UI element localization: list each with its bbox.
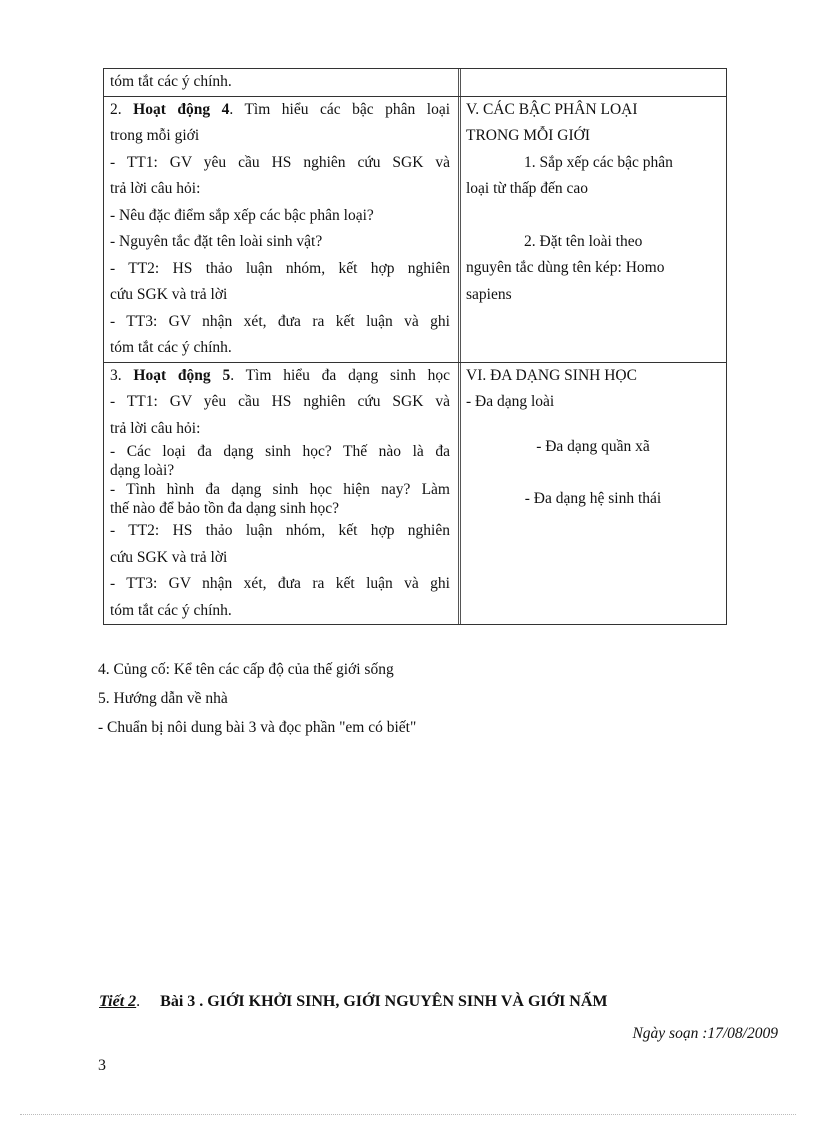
lesson-title: Bài 3 . GIỚI KHỞI SINH, GIỚI NGUYÊN SINH VÀ GIỚI NẤM: [160, 993, 608, 1010]
text-line: nguyên tắc dùng tên kép: Homo: [466, 259, 665, 276]
activity-title: Hoạt động 4: [133, 100, 230, 118]
text-line: tóm tắt các ý chính.: [110, 73, 232, 90]
text-line: trả lời câu hỏi:: [110, 419, 201, 437]
section-heading: VI. ĐA DẠNG SINH HỌC: [466, 366, 637, 384]
text-line: - Đa dạng quần xã: [536, 437, 650, 455]
activity-heading: [110, 363, 450, 390]
activity-number: 2.: [110, 100, 134, 118]
text-line: - Đa dạng loài: [466, 393, 555, 410]
closing-notes: [98, 655, 738, 742]
text-line: loại từ thấp đến cao: [466, 180, 589, 197]
text-line: - Nguyên tắc đặt tên loài sinh vật?: [110, 233, 323, 250]
text-line: sapiens: [466, 285, 512, 303]
text-line: dạng loài?: [110, 462, 175, 479]
lesson-heading: [99, 993, 779, 1011]
activity-title-rest: . Tìm hiểu đa dạng sinh học: [230, 366, 451, 384]
text-line: tóm tắt các ý chính.: [110, 601, 232, 619]
text-line: thế nào để bảo tồn đa dạng sinh học?: [110, 500, 339, 517]
text-line: cứu SGK và trả lời: [110, 286, 228, 303]
lesson-table: [103, 68, 727, 625]
text-line: 2. Đặt tên loài theo: [524, 232, 643, 250]
text-line: cứu SGK và trả lời: [110, 548, 228, 566]
table-cell-activities: [104, 363, 461, 625]
activity-title-rest: . Tìm hiểu các bậc phân loại: [229, 100, 451, 118]
text-line: - Tình hình đa dạng sinh học hiện nay? Làm: [110, 481, 450, 498]
table-row-1: [104, 69, 726, 97]
table-cell-content: [461, 69, 726, 96]
text-line: - TT2: HS thảo luận nhóm, kết hợp nghiên: [110, 522, 450, 539]
activity-number: 3.: [110, 366, 134, 384]
text-line: tóm tắt các ý chính.: [110, 339, 232, 356]
text-line: - TT3: GV nhận xét, đưa ra kết luận và ghi: [110, 312, 450, 330]
page-bottom-rule: [20, 1114, 796, 1115]
lesson-period: Tiết 2: [99, 993, 137, 1010]
text-line: 1. Sắp xếp các bậc phân: [524, 153, 673, 171]
table-cell-content: [461, 97, 726, 362]
lesson-period-suffix: .: [136, 993, 141, 1010]
table-cell-activities: [104, 97, 461, 362]
text-line: - Nêu đặc điểm sắp xếp các bậc phân loại?: [110, 206, 374, 224]
section-heading: V. CÁC BẬC PHÂN LOẠI: [466, 100, 638, 118]
preparation-date: Ngày soạn :17/08/2009: [632, 1025, 778, 1042]
text-line: - Đa dạng hệ sinh thái: [524, 490, 662, 507]
text-line: - TT2: HS thảo luận nhóm, kết hợp nghiên: [110, 259, 450, 277]
page-number: 3: [98, 1057, 106, 1074]
homework-heading: 5. Hướng dẫn về nhà: [98, 690, 228, 707]
text-line: - TT1: GV yêu cầu HS nghiên cứu SGK và: [110, 153, 450, 171]
activity-title: Hoạt động 5: [133, 366, 231, 384]
activity-heading: [110, 97, 450, 124]
table-cell-activities: [104, 69, 461, 96]
text-line: - TT3: GV nhận xét, đưa ra kết luận và ghi: [110, 575, 450, 592]
section-heading: TRONG MỖI GIỚI: [466, 127, 590, 144]
text-line: trả lời câu hỏi:: [110, 180, 201, 197]
table-row-2: [104, 97, 726, 363]
table-row-3: [104, 363, 726, 625]
text-line: - TT1: GV yêu cầu HS nghiên cứu SGK và: [110, 393, 450, 410]
text-line: trong mỗi giới: [110, 127, 200, 144]
table-cell-content: [461, 363, 726, 625]
text-line: - Các loại đa dạng sinh học? Thế nào là đa: [110, 443, 450, 460]
consolidation-line: 4. Củng cố: Kể tên các cấp độ của thế giới sống: [98, 661, 394, 678]
homework-line: - Chuẩn bị nôi dung bài 3 và đọc phần "em có biết": [98, 719, 417, 736]
